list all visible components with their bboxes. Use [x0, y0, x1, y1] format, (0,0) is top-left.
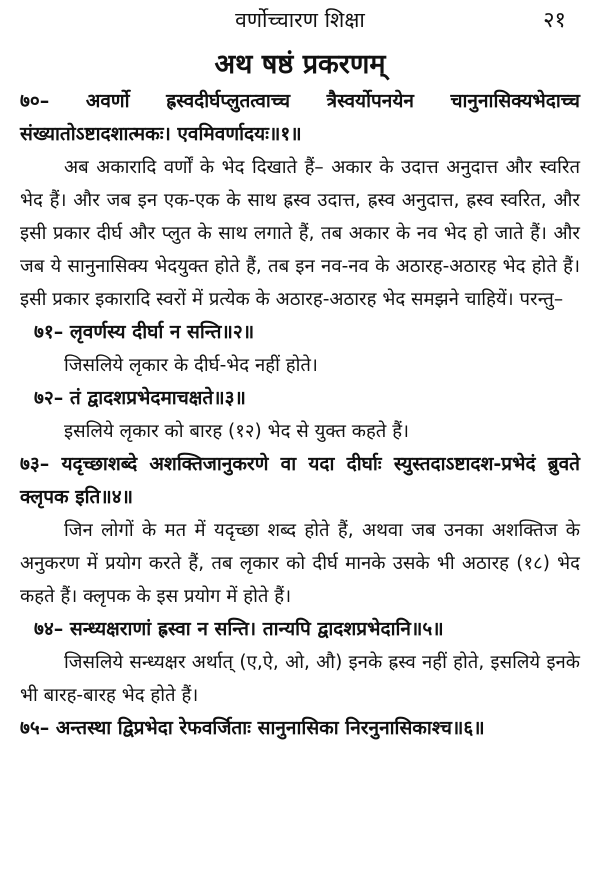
sutra-text: अन्तस्था द्विप्रभेदा रेफवर्जिताः सानुनासिका निरनुनासिकाश्च॥६॥ — [55, 717, 485, 739]
sutra-71 — [20, 316, 580, 349]
running-title: वर्णोच्चारण शिक्षा — [235, 8, 365, 32]
commentary-paragraph: जिन लोगों के मत में यदृच्छा शब्द होते हैं, अथवा जब उनका अशक्तिज के अनुकरण में प्रयोग करते हैं, तब लृकार को दीर्घ मानके उसके भी अठारह (१८) भेद कहते हैं। क्लृपक के इस प्रयोग में होते हैं। — [20, 520, 580, 607]
sutra-number: ७१– — [34, 321, 64, 343]
sutra-number: ७२– — [34, 387, 64, 409]
commentary-paragraph: जिसलिये लृकार के दीर्घ-भेद नहीं होते। — [64, 355, 318, 376]
chapter-heading: अथ षष्ठं प्रकरणम् — [214, 49, 386, 80]
sutra-75 — [20, 712, 580, 745]
sutra-73 — [20, 448, 580, 514]
sutra-number: ७५– — [20, 717, 50, 739]
sutra-number: ७०– — [20, 90, 50, 112]
sutra-text: तं द्वादशप्रभेदमाचक्षते॥३॥ — [69, 387, 246, 409]
sutra-text: अवर्णो ह्रस्वदीर्घप्लुतत्वाच्च त्रैस्वर्योपनयेन चानुनासिक्यभेदाच्च संख्यातोऽष्टादशात्मकः। एवमिवर्णादयः॥१॥ — [20, 90, 580, 145]
sutra-text: सन्ध्यक्षराणां ह्रस्वा न सन्ति। तान्यपि द्वादशप्रभेदानि॥५॥ — [69, 618, 444, 640]
commentary-paragraph: जिसलिये सन्ध्यक्षर अर्थात् (ए,ऐ, ओ, औ) इनके ह्रस्व नहीं होते, इसलिये इनके भी बारह-बारह भेद होते हैं। — [20, 652, 580, 706]
sutra-number: ७४– — [34, 618, 64, 640]
sutra-text: यदृच्छाशब्दे अशक्तिजानुकरणे वा यदा दीर्घाः स्युस्तदाऽष्टादश-प्रभेदं ब्रुवते क्लृपक इति॥४॥ — [20, 453, 580, 508]
sutra-text: लृवर्णस्य दीर्घा न सन्ति॥२॥ — [69, 321, 255, 343]
commentary-paragraph: इसलिये लृकार को बारह (१२) भेद से युक्त कहते हैं। — [64, 421, 410, 442]
sutra-72 — [20, 382, 580, 415]
commentary-paragraph: अब अकारादि वर्णों के भेद दिखाते हैं– अकार के उदात्त अनुदात्त और स्वरित भेद हैं। और जब इन एक-एक के साथ ह्रस्व उदात्त, ह्रस्व अनुदात्त, ह्रस्व स्वरित, और इसी प्रकार दीर्घ और प्लुत के साथ लगाते हैं, तब अकार के नव भेद हो जाते हैं। और जब ये सानुनासिक्य भेदयुक्त होते हैं, तब इन नव-नव के अठारह-अठारह भेद होते हैं। इसी प्रकार इकारादि स्वरों में प्रत्येक के अठारह-अठारह भेद समझने चाहियें। परन्तु– — [20, 157, 580, 310]
running-head — [20, 0, 580, 40]
sutra-74 — [20, 613, 580, 646]
sutra-number: ७३– — [20, 453, 50, 475]
sutra-70 — [20, 85, 580, 151]
page-number: २१ — [543, 8, 566, 33]
